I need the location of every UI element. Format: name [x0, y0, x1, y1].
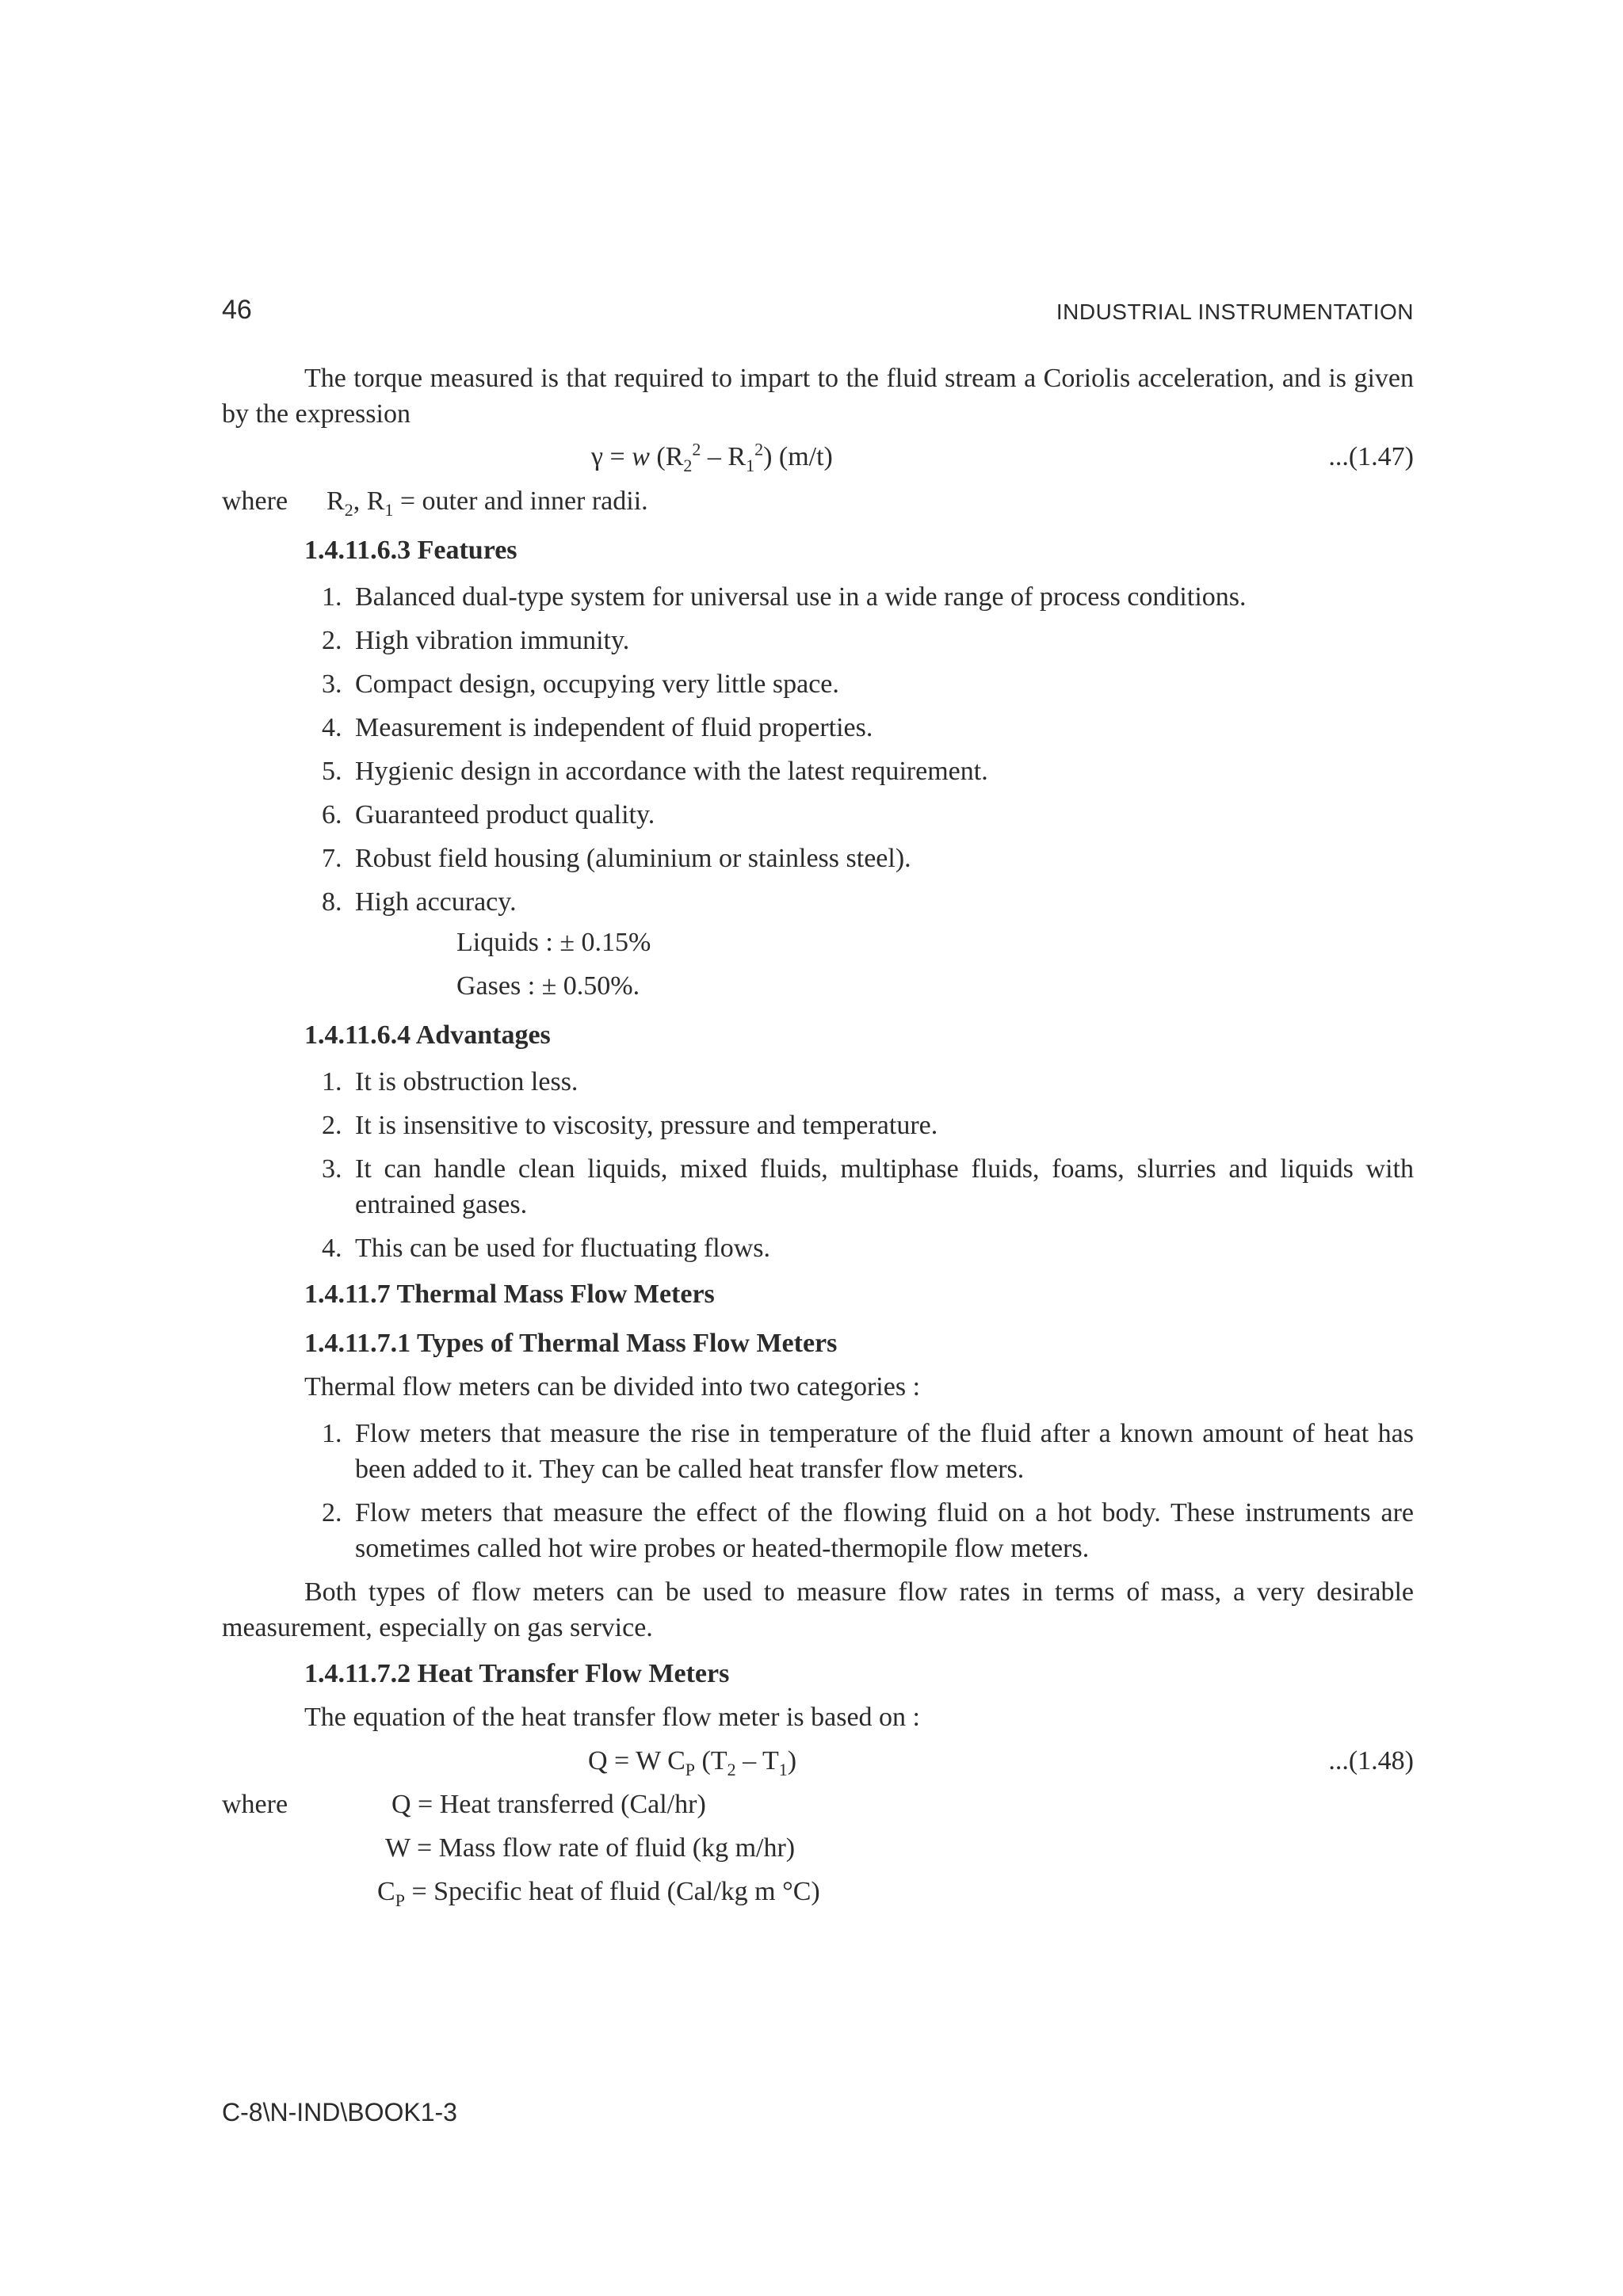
advantage-item: 3. It can handle clean liquids, mixed fluids, multiphase fluids, foams, slurries and liquids with entrained gases.: [322, 1154, 1414, 1219]
feature-item: 7. Robust field housing (aluminium or stainless steel).: [322, 844, 911, 873]
feature-item: 4. Measurement is independent of fluid properties.: [322, 713, 873, 742]
feature-item: 2. High vibration immunity.: [322, 626, 630, 655]
accuracy-liquids: Liquids : ± 0.15%: [456, 928, 651, 957]
thermal-category-item: 2. Flow meters that measure the effect of the flowing fluid on a hot body. These instruments are sometimes called hot wire probes or heated-thermopile flow meters.: [322, 1498, 1414, 1563]
intro-paragraph: The torque measured is that required to impart to the fluid stream a Coriolis acceleration, and is given by the expression: [222, 364, 1414, 429]
advantage-item: 1. It is obstruction less.: [322, 1067, 579, 1097]
page-number: 46: [222, 295, 252, 325]
feature-item: 6. Guaranteed product quality.: [322, 800, 655, 830]
thermal-category-item: 1. Flow meters that measure the rise in temperature of the fluid after a known amount of heat has been added to it. They can be called heat transfer flow meters.: [322, 1419, 1414, 1484]
definition-q: Q = Heat transferred (Cal/hr): [391, 1790, 706, 1819]
both-types-paragraph: Both types of flow meters can be used to measure flow rates in terms of mass, a very desirable measurement, especially on gas service.: [222, 1577, 1414, 1642]
definition-cp: $C_P$ = Specific heat of fluid (Cal/kg m °C): [377, 1877, 820, 1910]
footer-code: C-8\N-IND\BOOK1-3: [222, 2098, 457, 2126]
where-label-2: where: [222, 1790, 288, 1819]
definition-w: W = Mass flow rate of fluid (kg m/hr): [385, 1833, 796, 1863]
radii-definition: $R_2$, $R_1$ = outer and inner radii.: [327, 486, 648, 520]
equation-number-1-47: ...(1.47): [1328, 442, 1414, 471]
where-label: where: [222, 486, 288, 516]
equation-1-48: Q = W $C_P$ $(T_2 - T_1)$: [588, 1746, 797, 1779]
features-heading: 1.4.11.6.3 Features: [304, 536, 517, 565]
feature-item: 5. Hygienic design in accordance with the latest requirement.: [322, 757, 988, 786]
thermal-lead: Thermal flow meters can be divided into two categories :: [304, 1372, 921, 1402]
advantages-heading: 1.4.11.6.4 Advantages: [304, 1020, 551, 1050]
accuracy-gases: Gases : ± 0.50%.: [456, 971, 640, 1001]
running-title: INDUSTRIAL INSTRUMENTATION: [1056, 299, 1414, 324]
equation-number-1-48: ...(1.48): [1328, 1746, 1414, 1775]
advantage-item: 2. It is insensitive to viscosity, pressure and temperature.: [322, 1111, 938, 1140]
feature-item: 3. Compact design, occupying very little space.: [322, 669, 839, 699]
thermal-heading: 1.4.11.7 Thermal Mass Flow Meters: [304, 1280, 715, 1309]
equation-1-47: γ = w $(R_2^2 - R_1^2)$ (m/t): [591, 439, 833, 475]
advantage-item: 4. This can be used for fluctuating flows.: [322, 1234, 771, 1263]
thermal-types-heading: 1.4.11.7.1 Types of Thermal Mass Flow Meters: [304, 1329, 838, 1358]
feature-item: 8. High accuracy.: [322, 887, 517, 917]
feature-item: 1. Balanced dual-type system for universal use in a wide range of process conditions.: [322, 582, 1247, 612]
heat-transfer-lead: The equation of the heat transfer flow meter is based on :: [304, 1703, 921, 1732]
heat-transfer-heading: 1.4.11.7.2 Heat Transfer Flow Meters: [304, 1659, 730, 1688]
